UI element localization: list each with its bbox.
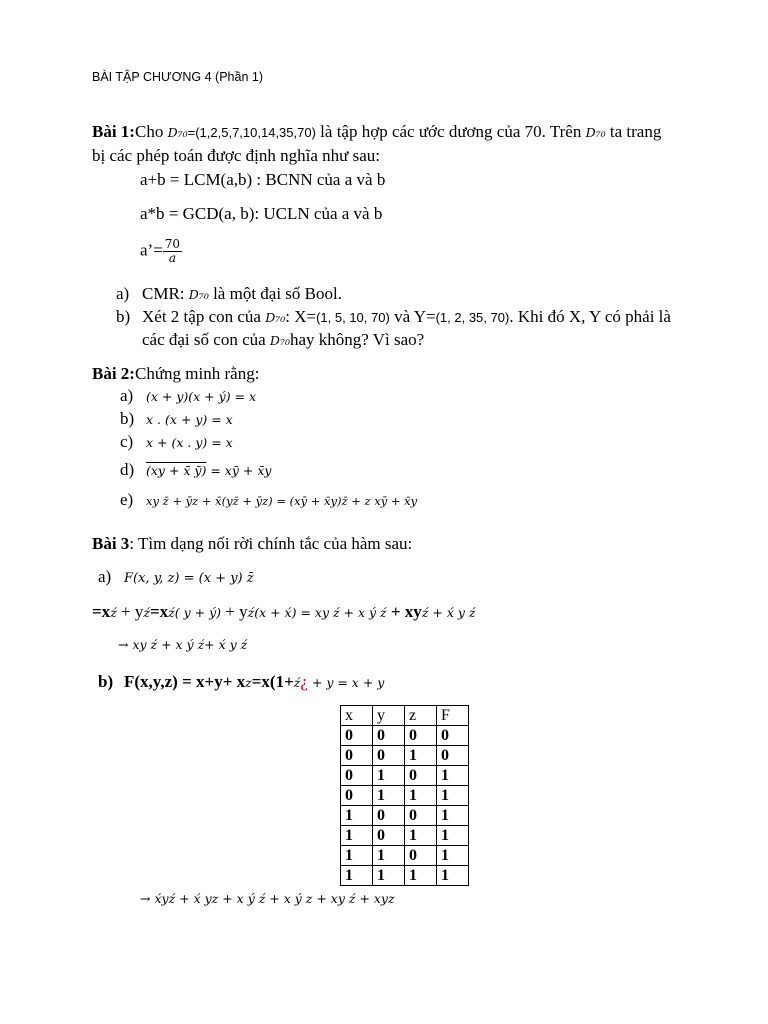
b-text: + y = x + y — [307, 675, 385, 690]
b-result-text: + x́ yz + x ý ź + x ý z + xy ź + xyz — [175, 891, 395, 906]
item-label: b) — [120, 409, 135, 428]
header-y: y — [373, 706, 405, 726]
table-cell: 1 — [373, 766, 405, 786]
a-line2-text: =x — [149, 602, 169, 621]
item-expr: x . (x + y) = x — [146, 412, 233, 427]
table-row — [341, 726, 469, 746]
qb-text-3: và Y= — [389, 307, 436, 326]
b-text: z — [245, 675, 252, 690]
table-cell: 1 — [373, 786, 405, 806]
bai1-line1 — [92, 122, 661, 142]
item-expr: xy z̄ + ȳz + x̄(yz̄ + ȳz) = (xȳ + x̄y)z̄ + z xȳ + x̄y — [146, 494, 418, 508]
bai1-label: Bài 1: — [92, 122, 135, 141]
table-cell: 0 — [341, 726, 373, 746]
set-y: (1, 2, 35, 70) — [435, 310, 510, 325]
bai1-text: Cho — [134, 122, 168, 141]
qb-text-4: . Khi đó X, Y có phải là — [509, 307, 671, 326]
table-cell: 0 — [341, 786, 373, 806]
table-cell: 1 — [341, 826, 373, 846]
d70-set: =(1,2,5,7,10,14,35,70) — [187, 125, 316, 140]
item-label: a) — [120, 386, 134, 405]
table-cell: 1 — [437, 866, 469, 886]
table-cell: 0 — [373, 726, 405, 746]
bai2-item-b — [120, 409, 233, 429]
table-row — [341, 826, 469, 846]
item-label: e) — [120, 490, 134, 509]
qa-label: a) — [116, 284, 130, 303]
table-cell: 0 — [341, 746, 373, 766]
table-cell: 1 — [405, 826, 437, 846]
table-cell: 1 — [437, 826, 469, 846]
a-line2-text: ź( y + ý) — [168, 605, 222, 620]
bai1-qa — [116, 284, 342, 304]
table-cell: 0 — [373, 826, 405, 846]
bai1-qb — [116, 307, 671, 327]
b-label: b) — [98, 672, 114, 691]
table-cell: 0 — [405, 846, 437, 866]
b-text: ¿ — [300, 672, 308, 691]
a-line2-text: + y — [221, 602, 248, 621]
table-row — [341, 846, 469, 866]
item-expr-overline: (xy + x̄ ȳ) — [146, 463, 207, 478]
table-cell: 1 — [405, 746, 437, 766]
table-cell: 0 — [373, 746, 405, 766]
table-cell: 1 — [437, 846, 469, 866]
table-cell: 0 — [437, 726, 469, 746]
a-line2-text: =x — [92, 602, 111, 621]
bai3-label: Bài 3 — [92, 534, 130, 553]
bai1-text-2: là tập hợp các ước dương của 70. Trên — [315, 122, 586, 141]
table-cell: 0 — [341, 766, 373, 786]
table-cell: 1 — [341, 806, 373, 826]
table-cell: 0 — [437, 746, 469, 766]
b-text: F(x,y,z) = x+y+ x — [124, 672, 246, 691]
op-neg-def — [140, 238, 182, 265]
table-body — [341, 726, 469, 886]
qa-text: CMR: — [142, 284, 189, 303]
bai2-label: Bài 2: — [92, 364, 135, 383]
table-row — [341, 766, 469, 786]
d70-symbol-2: D₇₀ — [585, 125, 606, 140]
bai2-text: Chứng minh rằng: — [134, 364, 260, 383]
header-f: F — [437, 706, 469, 726]
bai3-b-result — [140, 888, 395, 908]
d70-symbol-3: D₇₀ — [188, 287, 209, 302]
table-cell: 1 — [405, 866, 437, 886]
a-expr: F(x, y, z) = (x + y) z̄ — [124, 571, 254, 586]
a-line2-text: + xy — [386, 602, 422, 621]
table-row — [341, 806, 469, 826]
header-z: z — [405, 706, 437, 726]
table-cell: 1 — [437, 806, 469, 826]
table-cell: 1 — [437, 786, 469, 806]
bai2-item-a — [120, 386, 256, 406]
qb-label: b) — [116, 307, 131, 326]
table-row — [341, 746, 469, 766]
table-cell: 0 — [373, 806, 405, 826]
table-cell: 1 — [341, 846, 373, 866]
bai3-a — [98, 567, 254, 587]
table-cell: 1 — [373, 846, 405, 866]
a-line2-text: ź — [143, 605, 150, 620]
a-line2-text: + y — [116, 602, 144, 621]
bai3-heading — [92, 534, 412, 554]
bai3-a-line2 — [92, 602, 475, 622]
bai2-item-e — [120, 490, 417, 510]
bai1-text-3: ta trang — [605, 122, 662, 141]
item-expr: (x + y)(x + ý) = x — [146, 389, 257, 404]
a-label: a) — [98, 567, 112, 586]
frac-num: 70 — [164, 237, 181, 251]
bai2-item-d — [120, 460, 271, 480]
table-cell: 1 — [437, 766, 469, 786]
table-cell: 0 — [405, 766, 437, 786]
op-times-def: a*b = GCD(a, b): UCLN của a và b — [140, 204, 383, 223]
truth-table — [340, 705, 469, 886]
item-expr: x + (x . y) = x — [146, 435, 233, 450]
qb-line2-text: các đại số con của — [142, 330, 270, 349]
header-x: x — [341, 706, 373, 726]
table-row — [341, 786, 469, 806]
a-line2-text: ź(x + x́) = xy ź + x ý ź — [247, 605, 387, 620]
bai1-qb-line2 — [142, 330, 424, 350]
qb-line2-text-2: hay không? Vì sao? — [289, 330, 425, 349]
table-header-row — [341, 706, 469, 726]
table-cell: 0 — [405, 806, 437, 826]
b-result-text: → x́y — [140, 891, 169, 906]
b-text: ź — [293, 675, 301, 690]
qa-text-2: là một đại số Bool. — [208, 284, 342, 303]
b-result-text: ź — [168, 891, 176, 906]
item-expr: = xȳ + x̄y — [206, 463, 272, 478]
item-label: c) — [120, 432, 134, 451]
table-cell: 1 — [341, 866, 373, 886]
qb-text-2: : X= — [285, 307, 317, 326]
bai3-a-result: → xy ź + x ý ź+ x́ y ź — [118, 637, 248, 652]
bai3-text: : Tìm dạng nối rời chính tắc của hàm sau: — [129, 534, 413, 553]
d70-symbol-5: D₇₀ — [269, 333, 290, 348]
qb-text: Xét 2 tập con của — [142, 307, 266, 326]
d70-symbol-4: D₇₀ — [265, 310, 286, 325]
op-neg-label: a’= — [140, 240, 163, 260]
item-label: d) — [120, 460, 135, 479]
table-row — [341, 866, 469, 886]
bai2-item-c — [120, 432, 233, 452]
a-line2-text: ź — [110, 605, 117, 620]
table-cell: 1 — [405, 786, 437, 806]
frac-den: a — [168, 251, 177, 265]
set-x: (1, 5, 10, 70) — [316, 310, 390, 325]
fraction-70-over-a — [163, 238, 182, 265]
bai1-line2: bị các phép toán được định nghĩa như sau: — [92, 146, 381, 165]
bai2-heading — [92, 364, 259, 384]
bai3-b — [98, 672, 384, 692]
table-cell: 0 — [405, 726, 437, 746]
table-cell: 1 — [373, 866, 405, 886]
b-text: =x(1+ — [251, 672, 294, 691]
op-plus-def: a+b = LCM(a,b) : BCNN của a và b — [140, 170, 386, 189]
d70-symbol: D₇₀ — [167, 125, 188, 140]
a-line2-text: ź + x́ y ź — [421, 605, 476, 620]
page-header: BÀI TẬP CHƯƠNG 4 (Phần 1) — [92, 70, 263, 84]
